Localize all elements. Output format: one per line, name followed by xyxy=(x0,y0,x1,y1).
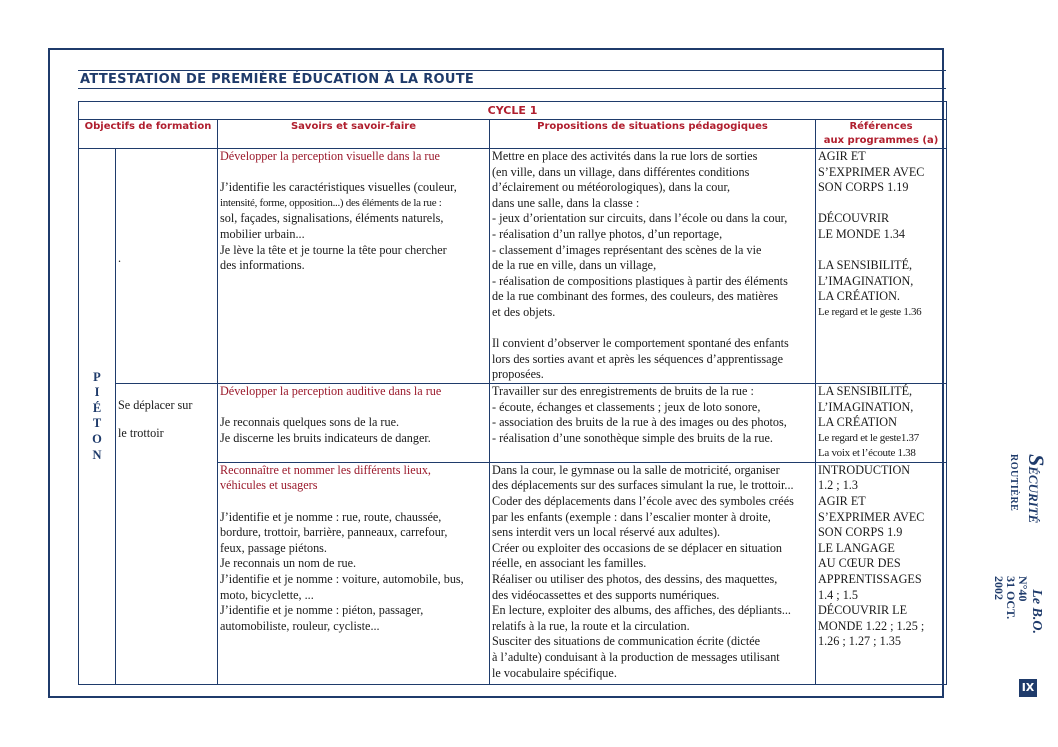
savoirs-line: moto, bicyclette, ... xyxy=(220,587,314,602)
page-number: IX xyxy=(1019,679,1037,697)
references-line: L’IMAGINATION, xyxy=(818,399,914,414)
references-line: LA CRÉATION. xyxy=(818,289,900,304)
table-row xyxy=(79,149,947,384)
savoirs-title: véhicules et usagers xyxy=(220,478,318,493)
bo-number: N°40 xyxy=(1016,576,1030,602)
savoirs-line: J’identifie et je nomme : rue, route, chaussée, xyxy=(220,509,442,524)
propositions-line: - jeux d’orientation sur circuits, dans l’école ou dans la cour, xyxy=(492,211,788,226)
header-references xyxy=(816,120,947,149)
propositions-line: relatifs à la rue, la route et la circulation. xyxy=(492,618,690,633)
header-row xyxy=(79,120,947,149)
savoirs-line: bordure, trottoir, barrière, panneaux, carrefour, xyxy=(220,525,448,540)
references-cell xyxy=(816,383,947,462)
propositions-line: proposées. xyxy=(492,367,544,382)
savoirs-title: Développer la perception visuelle dans la rue xyxy=(220,149,440,163)
savoirs-line: des informations. xyxy=(220,258,305,273)
header-savoirs: Savoirs et savoir-faire xyxy=(218,120,490,149)
propositions-line: Réaliser ou utiliser des photos, des dessins, des maquettes, xyxy=(492,572,778,587)
savoirs-cell xyxy=(218,462,490,684)
title-rule-top xyxy=(78,70,946,71)
cycle-table xyxy=(78,101,947,685)
propositions-line: Il convient d’observer le comportement spontané des enfants xyxy=(492,336,789,351)
references-line: AGIR ET xyxy=(818,494,866,509)
propositions-line: dans une salle, dans la classe : xyxy=(492,195,640,210)
savoirs-line: J’identifie et je nomme : voiture, automobile, bus, xyxy=(220,572,464,587)
references-cell xyxy=(816,149,947,384)
references-line: L’IMAGINATION, xyxy=(818,273,914,288)
savoirs-line: automobiliste, rouleur, cycliste... xyxy=(220,618,380,633)
propositions-line: (en ville, dans un village, dans différentes conditions xyxy=(492,164,750,179)
propositions-line: de la rue combinant des formes, des couleurs, des matières xyxy=(492,289,778,304)
propositions-line: des vidéocassettes et des supports numériques. xyxy=(492,587,720,602)
savoirs-title: Développer la perception auditive dans la rue xyxy=(220,383,442,398)
pieton-letter: P xyxy=(93,369,101,384)
propositions-cell xyxy=(490,149,816,384)
savoirs-line: mobilier urbain... xyxy=(220,226,305,241)
propositions-cell xyxy=(490,383,816,462)
sub-objective-line: Se déplacer sur xyxy=(118,397,193,412)
references-line: MONDE 1.22 ; 1.25 ; xyxy=(818,618,925,633)
propositions-line: Coder des déplacements dans l’école avec des symboles créés xyxy=(492,494,794,509)
side-masthead xyxy=(973,454,1049,634)
savoirs-line: J’identifie les caractéristiques visuelles (couleur, xyxy=(220,180,457,195)
sub-objective-line: le trottoir xyxy=(118,425,164,440)
references-line: Le regard et le geste1.37 xyxy=(818,431,919,444)
cycle-label: CYCLE 1 xyxy=(79,102,947,120)
savoirs-line: intensité, forme, opposition...) des éléments de la rue : xyxy=(220,196,442,209)
savoirs-line: feux, passage piétons. xyxy=(220,540,327,555)
references-line: LA CRÉATION xyxy=(818,415,897,430)
propositions-line: des déplacements sur des surfaces simulant la rue, le trottoir... xyxy=(492,478,794,493)
pieton-letter: T xyxy=(92,416,102,431)
savoirs-line: Je lève la tête et je tourne la tête pour chercher xyxy=(220,242,447,257)
savoirs-line: J’identifie et je nomme : piéton, passager, xyxy=(220,603,424,618)
references-line: SON CORPS 1.9 xyxy=(818,525,903,540)
propositions-line: de la rue en ville, dans un village, xyxy=(492,258,657,273)
references-line: S’EXPRIMER AVEC xyxy=(818,509,925,524)
references-line: APPRENTISSAGES xyxy=(818,572,922,587)
pieton-cell xyxy=(79,149,116,685)
propositions-line: Créer ou exploiter des occasions de se déplacer en situation xyxy=(492,540,783,555)
propositions-line: - réalisation d’une sonothèque simple des bruits de la rue. xyxy=(492,430,773,445)
cycle-row xyxy=(79,102,947,120)
brand-subtitle: ROUTIÈRE xyxy=(1008,454,1019,512)
propositions-line: à l’adulte) conduisant à la production de messages utilisant xyxy=(492,650,780,664)
brand-rest: ÉCURITÉ xyxy=(1026,466,1041,524)
header-objectifs: Objectifs de formation xyxy=(79,120,218,149)
page-title: ATTESTATION DE PREMIÈRE ÉDUCATION À LA ROUTE xyxy=(80,72,475,87)
propositions-line: - réalisation d’un rallye photos, d’un reportage, xyxy=(492,226,723,241)
propositions-line: - association des bruits de la rue à des images ou des photos, xyxy=(492,415,787,430)
bo-issue xyxy=(993,576,1029,619)
references-line: 1.2 ; 1.3 xyxy=(818,478,858,493)
references-line: LA SENSIBILITÉ, xyxy=(818,258,913,273)
header-propositions: Propositions de situations pédagogiques xyxy=(490,120,816,149)
savoirs-line: Je reconnais quelques sons de la rue. xyxy=(220,415,400,430)
references-line: LE LANGAGE xyxy=(818,540,895,555)
header-references-line1: Références xyxy=(849,121,913,132)
pieton-letter: I xyxy=(94,385,100,400)
pieton-letter: O xyxy=(92,432,102,447)
propositions-line: En lecture, exploiter des albums, des affiches, des dépliants... xyxy=(492,603,791,618)
bo-label: Le B.O. xyxy=(1029,589,1044,634)
references-line: LE MONDE 1.34 xyxy=(818,226,905,241)
table-row xyxy=(79,383,947,462)
references-line: S’EXPRIMER AVEC xyxy=(818,164,925,179)
propositions-line: sens interdit vers un local réservé aux adultes). xyxy=(492,525,721,540)
propositions-line: réelle, en associant les familles. xyxy=(492,556,647,571)
propositions-line: - classement d’images représentant des scènes de la vie xyxy=(492,242,762,257)
securite-routiere-logo xyxy=(1024,454,1049,634)
propositions-line: Travailler sur des enregistrements de bruits de la rue : xyxy=(492,383,754,398)
sub-objective-dot: . xyxy=(118,251,122,265)
propositions-line: et des objets. xyxy=(492,304,556,319)
pieton-letter: N xyxy=(92,447,102,462)
references-line: 1.4 ; 1.5 xyxy=(818,587,858,602)
propositions-line: d’éclairement ou météorologiques), dans la cour, xyxy=(492,180,731,195)
propositions-line: Dans la cour, le gymnase ou la salle de motricité, organiser xyxy=(492,462,780,477)
pieton-letter: É xyxy=(92,400,102,415)
savoirs-line: sol, façades, signalisations, éléments naturels, xyxy=(220,211,444,226)
savoirs-cell xyxy=(218,149,490,384)
references-line: DÉCOUVRIR xyxy=(818,211,890,226)
propositions-cell xyxy=(490,462,816,684)
brand-initial: S xyxy=(1024,454,1049,467)
header-references-line2: aux programmes (a) xyxy=(823,135,939,146)
references-line: AU CŒUR DES xyxy=(818,556,901,571)
references-line: DÉCOUVRIR LE xyxy=(818,603,908,618)
savoirs-cell xyxy=(218,383,490,462)
references-line: AGIR ET xyxy=(818,149,866,163)
savoirs-line: Je reconnais un nom de rue. xyxy=(220,556,357,571)
savoirs-line: Je discerne les bruits indicateurs de danger. xyxy=(220,430,431,445)
references-line: 1.26 ; 1.27 ; 1.35 xyxy=(818,634,901,649)
title-rule-bottom xyxy=(78,88,946,89)
propositions-line: - réalisation de compositions plastiques à partir des éléments xyxy=(492,273,788,288)
propositions-line: Susciter des situations de communication écrite (dictée xyxy=(492,634,761,649)
sub-objective-top xyxy=(116,149,218,384)
propositions-line: par les enfants (exemple : dans l’escalier monter à droite, xyxy=(492,509,771,524)
propositions-line: lors des sorties avant et après les séquences d’apprentissage xyxy=(492,351,784,366)
references-line: La voix et l’écoute 1.38 xyxy=(818,447,916,460)
references-line: Le regard et le geste 1.36 xyxy=(818,305,922,318)
propositions-line: Mettre en place des activités dans la rue lors de sorties xyxy=(492,149,758,163)
references-line: INTRODUCTION xyxy=(818,462,911,477)
savoirs-title: Reconnaître et nommer les différents lieux, xyxy=(220,462,431,477)
bo-year: 2002 xyxy=(992,576,1006,600)
references-line: LA SENSIBILITÉ, xyxy=(818,383,913,398)
bo-date: 31 OCT. xyxy=(1004,576,1018,620)
references-cell xyxy=(816,462,947,684)
sub-objective-main xyxy=(116,383,218,684)
propositions-line: - écoute, échanges et classements ; jeux de loto sonore, xyxy=(492,399,761,414)
propositions-line: le vocabulaire spécifique. xyxy=(492,665,617,680)
references-line: SON CORPS 1.19 xyxy=(818,180,909,195)
